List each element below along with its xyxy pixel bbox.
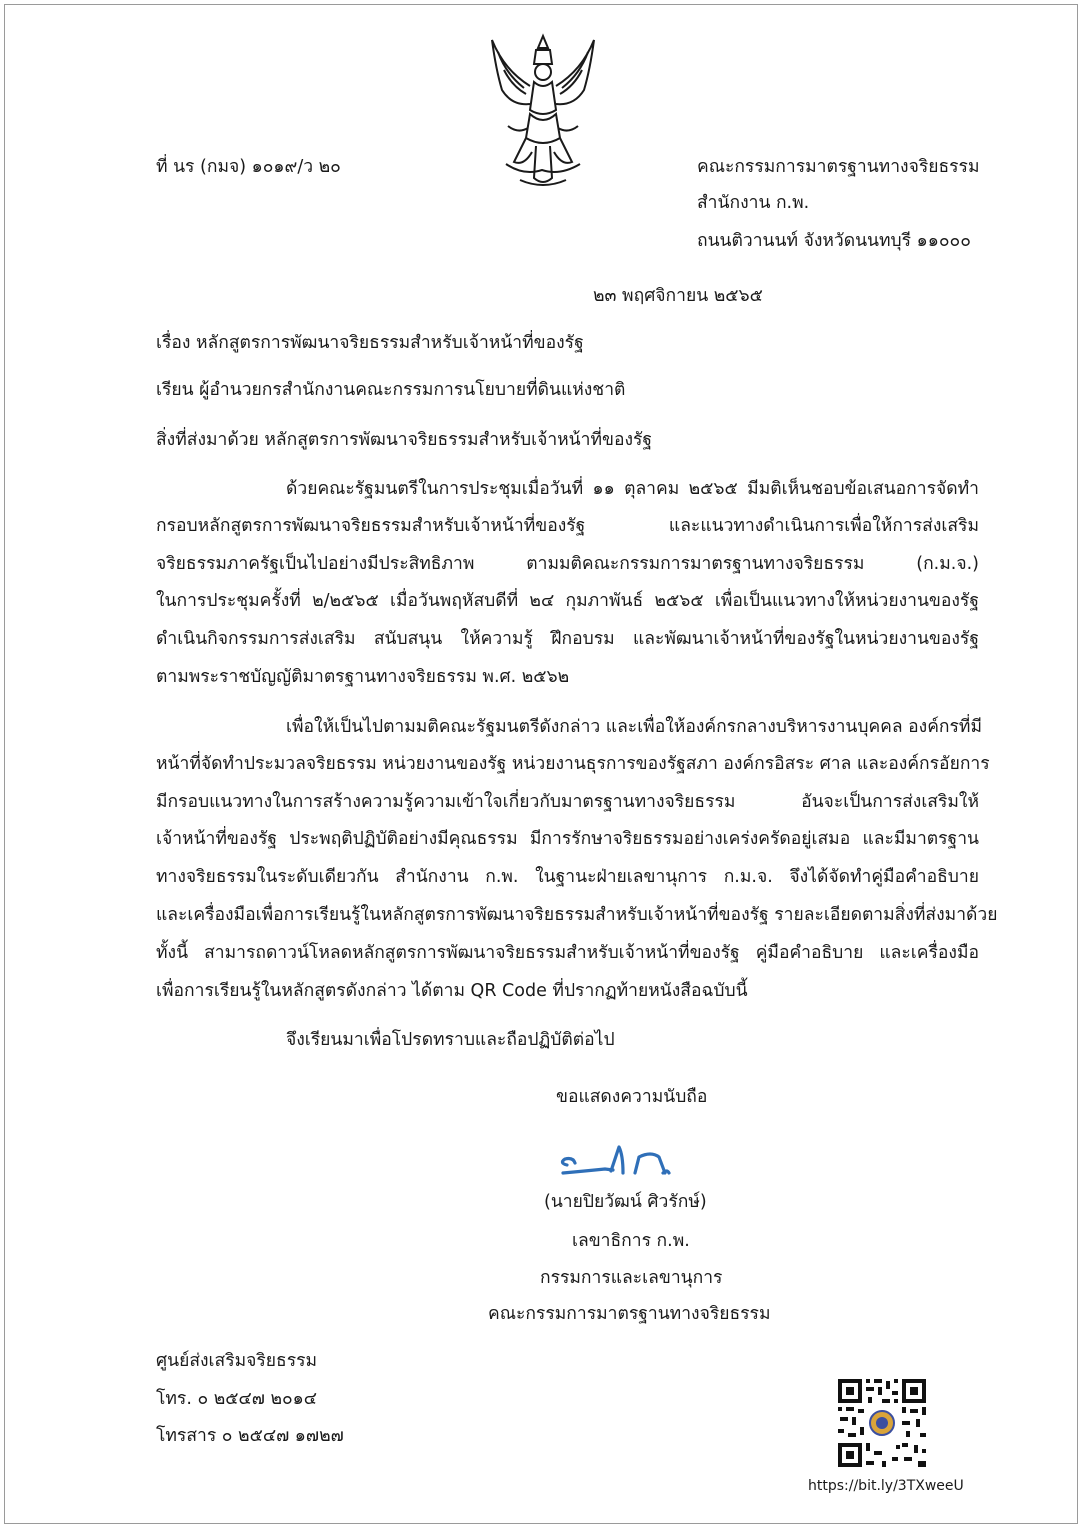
sender-address: ถนนติวานนท์ จังหวัดนนทบุรี ๑๑๐๐๐ (697, 231, 971, 251)
footer-fax: โทรสาร ๐ ๒๕๔๗ ๑๗๒๗ (156, 1426, 344, 1446)
paragraph2-line: เพื่อการเรียนรู้ในหลักสูตรดังกล่าว ได้ตาม QR Code ที่ปรากฏท้ายหนังสือฉบับนี้ (156, 981, 748, 1001)
letter-date: ๒๓ พฤศจิกายน ๒๕๖๕ (593, 286, 763, 306)
signer-title-2: กรรมการและเลขานุการ (540, 1268, 723, 1288)
subject-line: เรื่อง หลักสูตรการพัฒนาจริยธรรมสำหรับเจ้าหน้าที่ของรัฐ (156, 333, 584, 353)
paragraph1-line: ตามพระราชบัญญัติมาตรฐานทางจริยธรรม พ.ศ. ๒๕๖๒ (156, 667, 570, 687)
paragraph2-line: เพื่อให้เป็นไปตามมติคณะรัฐมนตรีดังกล่าว และเพื่อให้องค์กรกลางบริหารงานบุคคล องค์กรที่มี (286, 717, 983, 737)
footer-tel: โทร. ๐ ๒๕๔๗ ๒๐๑๔ (156, 1389, 318, 1409)
reference-number: ที่ นร (กมจ) ๑๐๑๙/ว ๒๐ (156, 157, 341, 177)
signer-name: (นายปิยวัฒน์ ศิวรักษ์) (544, 1192, 707, 1212)
signer-title-3: คณะกรรมการมาตรฐานทางจริยธรรม (488, 1304, 771, 1324)
paragraph2-line: ทางจริยธรรมในระดับเดียวกัน สำนักงาน ก.พ. ในฐานะฝ่ายเลขานุการ ก.ม.จ. จึงได้จัดทำคู่มือคำอธิบาย (156, 867, 979, 887)
paragraph2-line: เจ้าหน้าที่ของรัฐ ประพฤติปฏิบัติอย่างมีคุณธรรม มีการรักษาจริยธรรมอย่างเคร่งครัดอยู่เสมอ และมีมาตรฐาน (156, 829, 979, 849)
paragraph2-line: ทั้งนี้ สามารถดาวน์โหลดหลักสูตรการพัฒนาจริยธรรมสำหรับเจ้าหน้าที่ของรัฐ คู่มือคำอธิบาย และเครื่องมือ (156, 943, 979, 963)
paragraph1-line: จริยธรรมภาครัฐเป็นไปอย่างมีประสิทธิภาพ ตามมติคณะกรรมการมาตรฐานทางจริยธรรม (ก.ม.จ.) (156, 554, 979, 574)
handwritten-signature (555, 1143, 680, 1183)
regards-line: ขอแสดงความนับถือ (556, 1087, 708, 1107)
paragraph1-line: ดำเนินกิจกรรมการส่งเสริม สนับสนุน ให้ความรู้ ฝึกอบรม และพัฒนาเจ้าหน้าที่ของรัฐในหน่วยงานของรัฐ (156, 629, 979, 649)
qr-code (836, 1377, 928, 1469)
paragraph1-line: ด้วยคณะรัฐมนตรีในการประชุมเมื่อวันที่ ๑๑ ตุลาคม ๒๕๖๕ มีมติเห็นชอบข้อเสนอการจัดทำ (286, 479, 979, 499)
paragraph1-line: ในการประชุมครั้งที่ ๒/๒๕๖๕ เมื่อวันพฤหัสบดีที่ ๒๔ กุมภาพันธ์ ๒๕๖๕ เพื่อเป็นแนวทางให้หน่วยงานของรัฐ (156, 591, 979, 611)
garuda-emblem (484, 30, 602, 192)
paragraph2-line: หน้าที่จัดทำประมวลจริยธรรม หน่วยงานของรัฐ หน่วยงานธุรการของรัฐสภา องค์กรอิสระ ศาล และองค์กรอัยการ (156, 754, 990, 774)
sender-office: สำนักงาน ก.พ. (697, 193, 810, 213)
sender-organization: คณะกรรมการมาตรฐานทางจริยธรรม (697, 157, 980, 177)
signer-title-1: เลขาธิการ ก.พ. (572, 1231, 690, 1251)
enclosure-line: สิ่งที่ส่งมาด้วย หลักสูตรการพัฒนาจริยธรรมสำหรับเจ้าหน้าที่ของรัฐ (156, 430, 653, 450)
closing-line: จึงเรียนมาเพื่อโปรดทราบและถือปฏิบัติต่อไป (286, 1030, 615, 1050)
paragraph2-line: มีกรอบแนวทางในการสร้างความรู้ความเข้าใจเกี่ยวกับมาตรฐานทางจริยธรรม อันจะเป็นการส่งเสริมให้ (156, 792, 979, 812)
footer-unit: ศูนย์ส่งเสริมจริยธรรม (156, 1351, 318, 1371)
paragraph2-line: และเครื่องมือเพื่อการเรียนรู้ในหลักสูตรการพัฒนาจริยธรรมสำหรับเจ้าหน้าที่ของรัฐ รายละเอียดตามสิ่งที่ส่งมาด้วย (156, 905, 998, 925)
recipient-line: เรียน ผู้อำนวยกรสำนักงานคณะกรรมการนโยบายที่ดินแห่งชาติ (156, 380, 626, 400)
paragraph1-line: กรอบหลักสูตรการพัฒนาจริยธรรมสำหรับเจ้าหน้าที่ของรัฐ และแนวทางดำเนินการเพื่อให้การส่งเสริม (156, 516, 979, 536)
qr-url: https://bit.ly/3TXweeU (808, 1478, 964, 1494)
